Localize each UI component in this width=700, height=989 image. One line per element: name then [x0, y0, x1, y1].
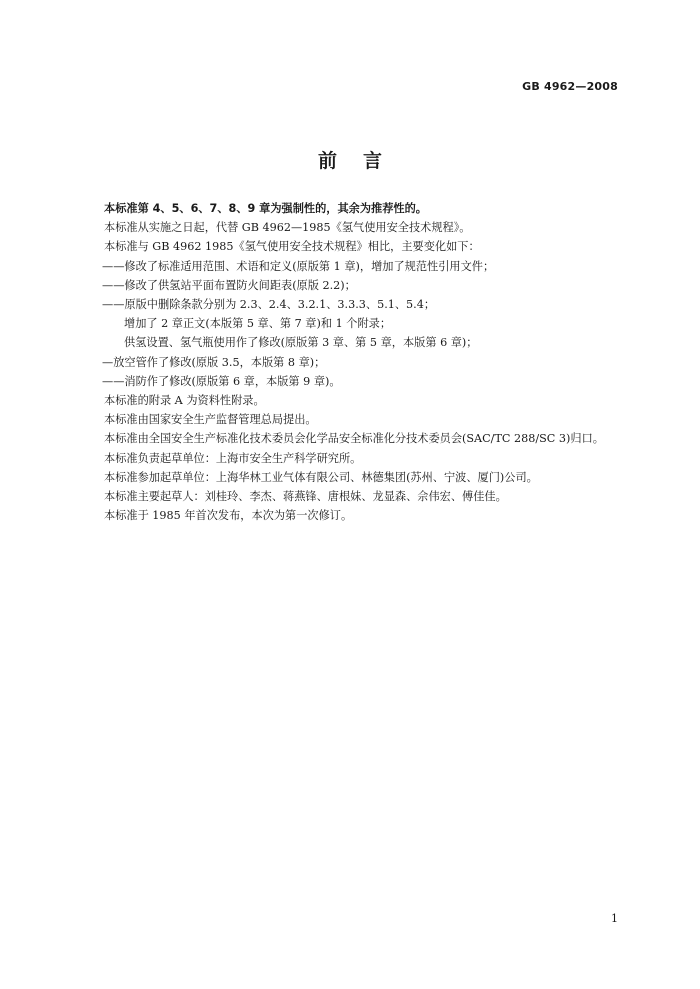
history-statement: 本标准于 1985 年首次发布，本次为第一次修订。	[104, 509, 353, 523]
change-item: ——原版中删除条款分别为 2.3、2.4、3.2.1、3.3.3、5.1、5.4；	[102, 298, 436, 312]
drafter-statement: 本标准负责起草单位：上海市安全生产科学研究所。	[104, 451, 362, 465]
change-item: 增加了 2 章正文(本版第 5 章、第 7 章)和 1 个附录；	[124, 317, 392, 331]
page-number: 1	[611, 912, 618, 925]
replacement-statement: 本标准从实施之日起，代替 GB 4962—1985《氢气使用安全技术规程》。	[104, 221, 471, 235]
foreword-body	[82, 199, 622, 525]
authors-statement: 本标准主要起草人：刘桂玲、李杰、蒋燕锋、唐根妹、龙显森、佘伟宏、傅佳佳。	[104, 490, 507, 504]
change-item: —放空管作了修改(原版 3.5，本版第 8 章)；	[102, 355, 326, 369]
proposer-statement: 本标准由国家安全生产监督管理总局提出。	[104, 413, 317, 427]
comparison-statement: 本标准与 GB 4962 1985《氢气使用安全技术规程》相比，主要变化如下：	[104, 240, 480, 254]
change-item: ——修改了标准适用范围、术语和定义(原版第 1 章)，增加了规范性引用文件；	[102, 259, 495, 273]
participants-statement: 本标准参加起草单位：上海华林工业气体有限公司、林德集团(苏州、宁波、厦门)公司。	[104, 470, 538, 484]
committee-statement: 本标准由全国安全生产标准化技术委员会化学品安全标准化分技术委员会(SAC/TC 288/SC 3)归口。	[104, 432, 604, 446]
page-title: 前言	[317, 150, 408, 172]
standard-code: GB 4962—2008	[522, 80, 618, 93]
change-item: ——修改了供氢站平面布置防火间距表(原版 2.2)；	[102, 278, 356, 292]
change-item: ——消防作了修改(原版第 6 章，本版第 9 章)。	[102, 374, 341, 388]
appendix-statement: 本标准的附录 A 为资料性附录。	[104, 394, 265, 408]
change-item: 供氢设置、氢气瓶使用作了修改(原版第 3 章、第 5 章，本版第 6 章)；	[124, 336, 478, 350]
mandatory-statement: 本标准第 4、5、6、7、8、9 章为强制性的，其余为推荐性的。	[104, 202, 427, 215]
